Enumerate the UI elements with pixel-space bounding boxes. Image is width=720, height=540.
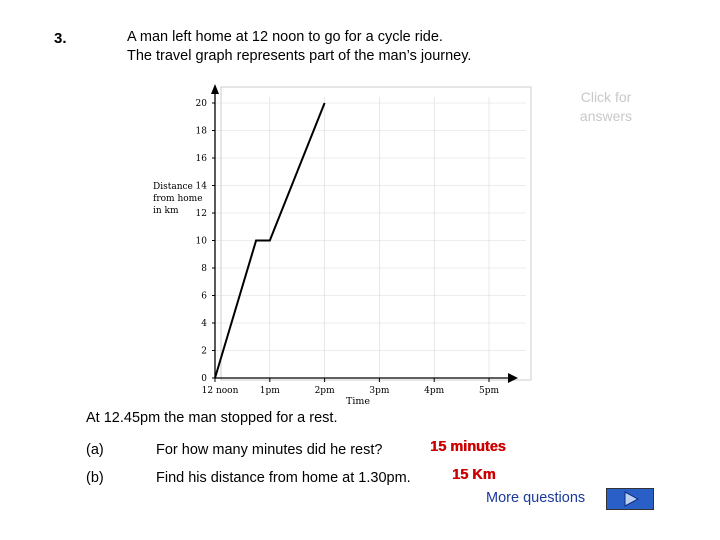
graph-frame <box>221 87 531 380</box>
y-ticks <box>196 99 215 384</box>
y-tick-label-6: 6 <box>201 291 207 302</box>
intro-line-1: A man left home at 12 noon to go for a cycle ride. <box>127 29 443 45</box>
x-tick-label-3: 3pm <box>369 386 390 396</box>
x-tick-label-1: 1pm <box>259 386 280 396</box>
x-tick-label-0: 12 noon <box>201 386 239 396</box>
x-tick-label-2: 2pm <box>314 386 335 396</box>
y-tick-label-10: 10 <box>195 236 207 247</box>
rest-statement: At 12.45pm the man stopped for a rest. <box>86 410 338 426</box>
y-tick-label-8: 8 <box>201 264 207 274</box>
part-a-answer: 15 minutes <box>430 439 506 455</box>
x-tick-label-5: 5pm <box>478 386 500 396</box>
intro-line-2: The travel graph represents part of the man’s journey. <box>127 48 472 64</box>
y-axis-label-line-1: Distance <box>153 182 193 192</box>
y-tick-label-4: 4 <box>201 319 207 329</box>
play-arrow-icon <box>607 489 653 509</box>
y-axis-label-line-3: in km <box>153 206 179 216</box>
part-b-answer: 15 Km <box>452 467 496 483</box>
part-a-label: (a) <box>86 442 104 458</box>
y-tick-label-0: 0 <box>201 374 207 384</box>
y-tick-label-16: 16 <box>195 154 207 164</box>
part-b-question: Find his distance from home at 1.30pm. <box>156 470 411 486</box>
y-tick-label-12: 12 <box>195 209 207 219</box>
y-tick-label-14: 14 <box>195 181 207 192</box>
y-tick-label-20: 20 <box>195 99 207 109</box>
more-questions-link[interactable]: More questions <box>486 490 586 506</box>
part-b-label: (b) <box>86 470 104 486</box>
x-axis-label: Time <box>345 396 371 407</box>
y-axis-label-line-2: from home <box>153 194 203 204</box>
x-ticks <box>202 378 500 396</box>
y-tick-label-18: 18 <box>195 126 207 137</box>
next-button[interactable] <box>606 488 654 510</box>
part-a-question: For how many minutes did he rest? <box>156 442 383 458</box>
y-tick-label-2: 2 <box>201 346 207 357</box>
y-axis-arrow <box>211 84 219 94</box>
question-number: 3. <box>54 30 67 47</box>
x-tick-label-4: 4pm <box>424 386 445 396</box>
click-line-1: Click for <box>580 89 632 105</box>
click-line-2: answers <box>579 108 633 124</box>
